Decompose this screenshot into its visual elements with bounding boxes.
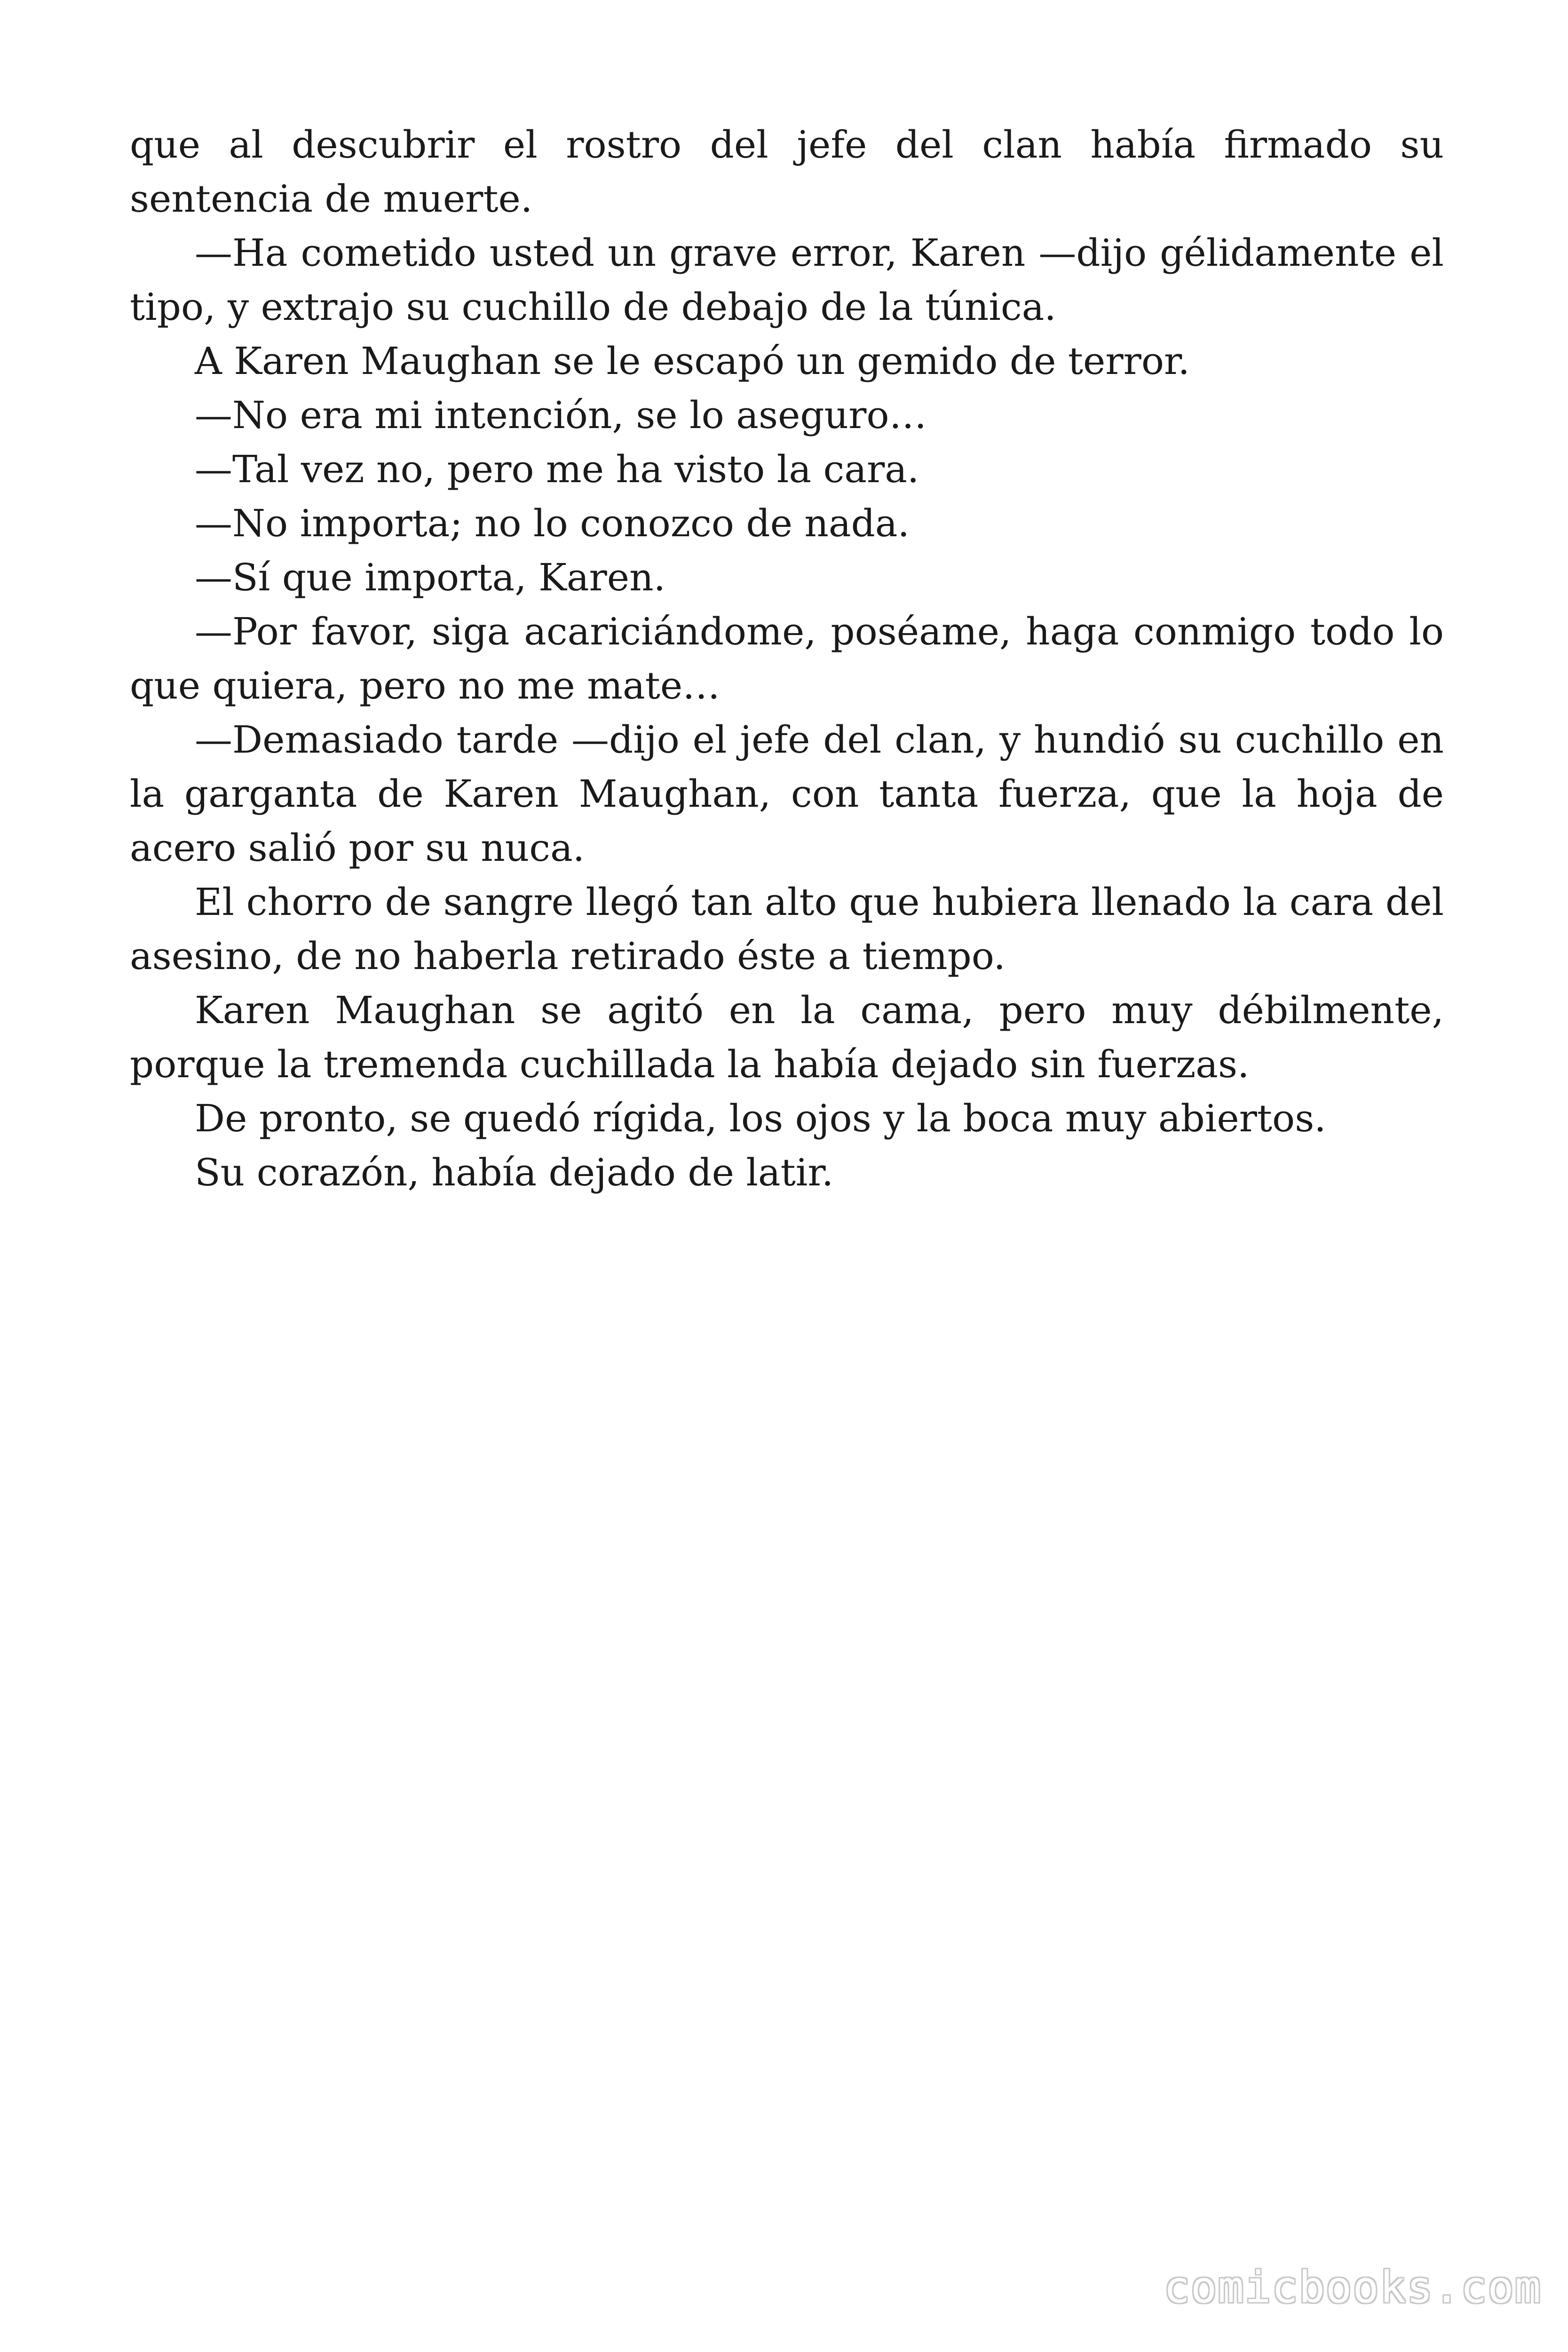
paragraph-narration: Karen Maughan se agitó en la cama, pero muy débilmente, porque la tremenda cuchillada la había dejado sin fuerzas.: [130, 988, 1444, 1086]
paragraph-narration: El chorro de sangre llegó tan alto que hubiera llenado la cara del asesino, de no haberla retirado éste a tiempo.: [130, 880, 1444, 978]
watermark-logo: comicbooks.com: [1164, 2262, 1542, 2312]
paragraph-dialogue: —Tal vez no, pero me ha visto la cara.: [195, 447, 919, 491]
paragraph-dialogue: —Ha cometido usted un grave error, Karen —dijo gélidamente el tipo, y extrajo su cuchillo de debajo de la túnica.: [130, 231, 1444, 329]
paragraph-dialogue: —Demasiado tarde —dijo el jefe del clan, y hundió su cuchillo en la garganta de Karen Maughan, con tanta fuerza, que la hoja de acero salió por su nuca.: [130, 718, 1444, 870]
paragraph-dialogue: —No era mi intención, se lo aseguro…: [195, 393, 927, 437]
paragraph-dialogue: —No importa; no lo conozco de nada.: [195, 501, 910, 545]
paragraph-dialogue: —Por favor, siga acariciándome, poséame, haga conmigo todo lo que quiera, pero no me mate…: [130, 610, 1444, 707]
paragraph-narration: De pronto, se quedó rígida, los ojos y la boca muy abiertos.: [195, 1097, 1326, 1140]
paragraph-narration: Su corazón, había dejado de latir.: [195, 1151, 834, 1194]
body-text: [130, 118, 1444, 1200]
paragraph-dialogue: —Sí que importa, Karen.: [195, 556, 666, 599]
paragraph-narration: A Karen Maughan se le escapó un gemido de terror.: [195, 339, 1190, 383]
paragraph-continuation: que al descubrir el rostro del jefe del clan había firmado su sentencia de muerte.: [130, 123, 1444, 221]
